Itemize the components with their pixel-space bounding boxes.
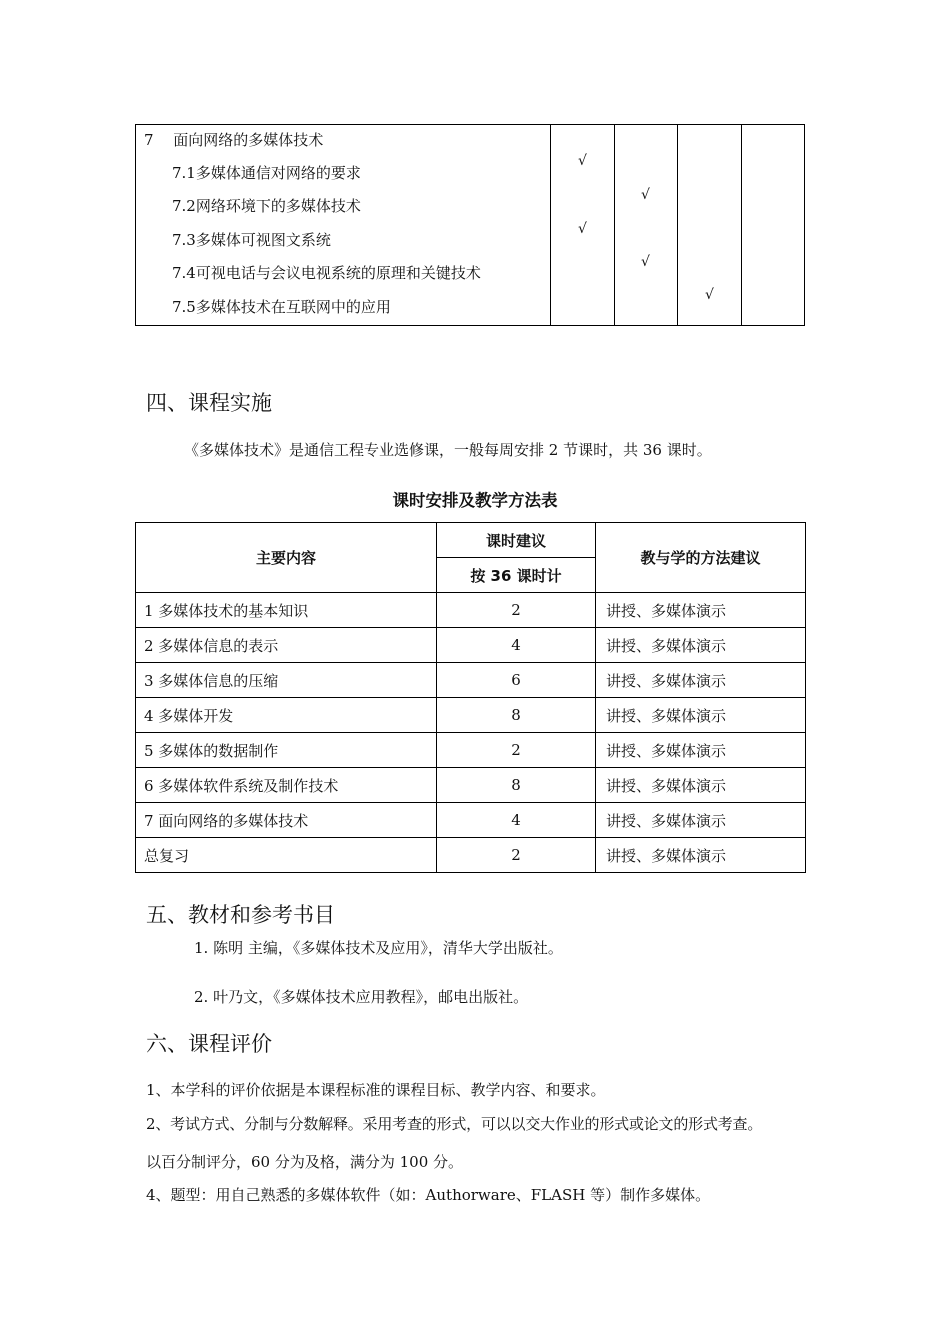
check-mark: √	[641, 254, 650, 270]
header-content: 主要内容	[136, 523, 437, 593]
evaluation-line: 2、考试方式、分制与分数解释。采用考查的形式，可以以交大作业的形式或论文的形式考查。	[146, 1115, 763, 1133]
table-row: 7.1多媒体通信对网络的要求	[172, 164, 361, 182]
row-hours: 8	[437, 698, 596, 733]
row-method: 讲授、多媒体演示	[596, 628, 806, 663]
row-hours: 4	[437, 628, 596, 663]
row-content: 5 多媒体的数据制作	[136, 733, 437, 768]
header-method: 教与学的方法建议	[596, 523, 806, 593]
evaluation-line: 以百分制评分，60 分为及格，满分为 100 分。	[146, 1153, 464, 1171]
row-method: 讲授、多媒体演示	[596, 733, 806, 768]
table-row: 7.2网络环境下的多媒体技术	[172, 197, 361, 215]
table-divider	[677, 125, 678, 325]
table-divider	[741, 125, 742, 325]
header-hours: 课时建议	[437, 523, 596, 558]
section5-heading: 五、教材和参考书目	[146, 903, 335, 927]
table-row	[136, 698, 806, 733]
table-row	[136, 663, 806, 698]
reference-item: 1. 陈明 主编，《多媒体技术及应用》，清华大学出版社。	[194, 939, 563, 957]
row-content: 7 面向网络的多媒体技术	[136, 803, 437, 838]
reference-item: 2. 叶乃文，《多媒体技术应用教程》，邮电出版社。	[194, 988, 529, 1006]
row-method: 讲授、多媒体演示	[596, 698, 806, 733]
table-divider	[550, 125, 551, 325]
row-hours: 4	[437, 803, 596, 838]
table-row	[136, 593, 806, 628]
row-method: 讲授、多媒体演示	[596, 663, 806, 698]
objectives-table	[135, 124, 805, 326]
check-mark: √	[578, 221, 587, 237]
evaluation-line: 1、本学科的评价依据是本课程标准的课程目标、教学内容、和要求。	[146, 1081, 606, 1099]
check-mark: √	[578, 153, 587, 169]
table-row-title: 7 面向网络的多媒体技术	[144, 131, 324, 149]
schedule-table	[135, 522, 806, 873]
row-hours: 2	[437, 593, 596, 628]
row-hours: 2	[437, 838, 596, 873]
row-content: 4 多媒体开发	[136, 698, 437, 733]
row-hours: 8	[437, 768, 596, 803]
row-content: 2 多媒体信息的表示	[136, 628, 437, 663]
row-content: 总复习	[136, 838, 437, 873]
table-row: 7.5多媒体技术在互联网中的应用	[172, 298, 391, 316]
section4-paragraph: 《多媒体技术》是通信工程专业选修课，一般每周安排 2 节课时，共 36 课时。	[184, 441, 712, 459]
table-row: 7.3多媒体可视图文系统	[172, 231, 331, 249]
table-row	[136, 768, 806, 803]
table-row: 7.4可视电话与会议电视系统的原理和关键技术	[172, 264, 481, 282]
table-row	[136, 733, 806, 768]
row-hours: 2	[437, 733, 596, 768]
table-divider	[614, 125, 615, 325]
check-mark: √	[705, 287, 714, 303]
section6-heading: 六、课程评价	[146, 1032, 272, 1056]
row-method: 讲授、多媒体演示	[596, 838, 806, 873]
evaluation-line: 4、题型：用自己熟悉的多媒体软件（如：Authorware、FLASH 等）制作多媒体。	[146, 1186, 711, 1204]
table-row	[136, 803, 806, 838]
table-row	[136, 838, 806, 873]
row-content: 6 多媒体软件系统及制作技术	[136, 768, 437, 803]
row-hours: 6	[437, 663, 596, 698]
section4-heading: 四、课程实施	[146, 391, 272, 415]
row-content: 1 多媒体技术的基本知识	[136, 593, 437, 628]
table-row	[136, 628, 806, 663]
row-method: 讲授、多媒体演示	[596, 768, 806, 803]
table-caption: 课时安排及教学方法表	[392, 491, 558, 510]
row-content: 3 多媒体信息的压缩	[136, 663, 437, 698]
row-method: 讲授、多媒体演示	[596, 803, 806, 838]
header-hours-sub: 按 36 课时计	[437, 558, 596, 593]
row-method: 讲授、多媒体演示	[596, 593, 806, 628]
check-mark: √	[641, 187, 650, 203]
